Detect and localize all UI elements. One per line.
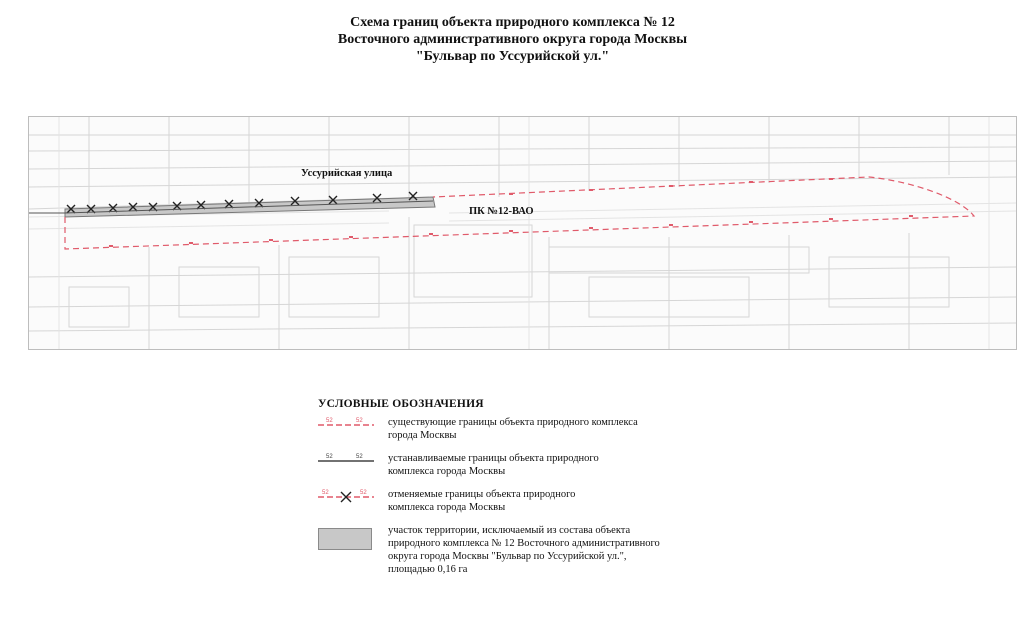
map-canvas xyxy=(29,117,1016,349)
legend-item-excluded-area xyxy=(318,524,778,576)
legend-title: УСЛОВНЫЕ ОБОЗНАЧЕНИЯ xyxy=(318,398,484,410)
legend-text-cancelled xyxy=(388,488,778,514)
excluded-area-swatch xyxy=(318,528,372,550)
established-marker-2: 52 xyxy=(356,454,363,460)
cancelled-boundary-symbol xyxy=(318,488,374,508)
legend-text-line: комплекса города Москвы xyxy=(388,502,506,513)
legend-text-line: округа города Москвы "Бульвар по Уссурийской ул.", xyxy=(388,551,627,562)
legend-text-line: отменяемые границы объекта природного xyxy=(388,489,576,500)
legend-item-cancelled-boundary xyxy=(318,488,778,516)
cancelled-marker-1: 52 xyxy=(322,490,329,496)
map-frame[interactable] xyxy=(28,116,1017,350)
legend-text-existing xyxy=(388,416,778,442)
background-fine-lines xyxy=(29,117,1016,349)
title-line-3: "Бульвар по Уссурийской ул." xyxy=(415,49,610,64)
established-marker-1: 52 xyxy=(326,454,333,460)
legend-text-line: города Москвы xyxy=(388,430,457,441)
legend-item-existing-boundary xyxy=(318,416,778,444)
street-label: Уссурийская улица xyxy=(301,168,393,179)
legend xyxy=(318,398,778,584)
legend-text-line: существующие границы объекта природного комплекса xyxy=(388,417,638,428)
legend-text-established xyxy=(388,452,778,478)
background-cadastral-lines xyxy=(29,117,1016,349)
legend-item-established-boundary xyxy=(318,452,778,480)
title-line-1: Схема границ объекта природного комплекса № 12 xyxy=(350,15,675,30)
object-label: ПК №12-ВАО xyxy=(469,206,534,217)
legend-text-line: устанавливаемые границы объекта природного xyxy=(388,453,599,464)
legend-text-line: площадью 0,16 га xyxy=(388,564,468,575)
established-boundary-symbol xyxy=(318,452,374,472)
map-title xyxy=(0,14,1025,65)
existing-boundary-symbol xyxy=(318,416,374,436)
legend-text-line: участок территории, исключаемый из состава объекта xyxy=(388,525,631,536)
legend-text-line: природного комплекса № 12 Восточного административного xyxy=(388,538,660,549)
legend-text-line: комплекса города Москвы xyxy=(388,466,506,477)
existing-marker-1: 52 xyxy=(326,418,333,424)
existing-marker-2: 52 xyxy=(356,418,363,424)
legend-text-excluded xyxy=(388,524,778,576)
title-line-2: Восточного административного округа города Москвы xyxy=(337,32,688,47)
cancelled-marker-2: 52 xyxy=(360,490,367,496)
